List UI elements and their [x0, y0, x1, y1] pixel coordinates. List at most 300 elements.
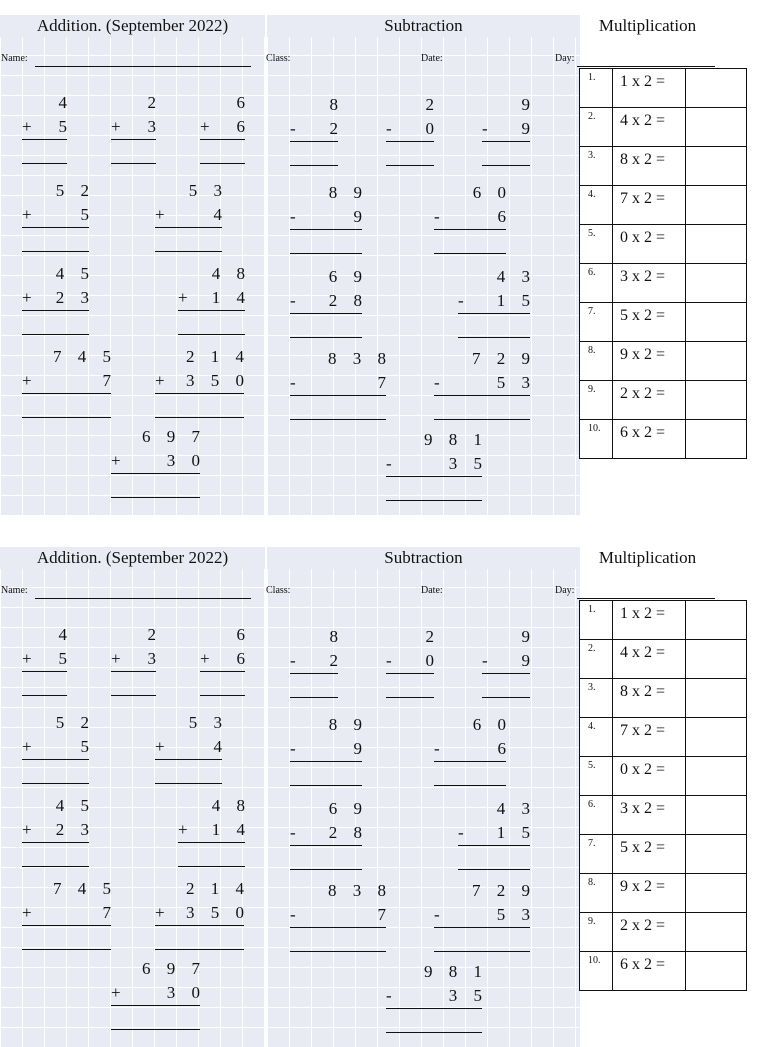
subtraction-operator: - [458, 823, 464, 842]
operation-line [22, 393, 111, 394]
addition-problem [200, 91, 251, 166]
operation-line [386, 1008, 482, 1009]
subtraction-operator: - [386, 986, 392, 1005]
answer-cell[interactable] [686, 601, 747, 640]
multiplication-row [580, 342, 747, 381]
answer-line[interactable] [386, 1032, 482, 1033]
question-number: 2. [580, 640, 613, 679]
answer-line[interactable] [386, 500, 482, 501]
addition-operator: + [22, 649, 32, 668]
addition-top-number: 4 8 [211, 796, 251, 815]
subtraction-top-number: 4 3 [496, 267, 536, 286]
answer-line[interactable] [111, 163, 156, 164]
addition-bottom-number: 4 [213, 205, 228, 224]
answer-line[interactable] [386, 165, 434, 166]
answer-line[interactable] [111, 497, 200, 498]
operation-line [386, 141, 434, 142]
subtraction-problem [434, 879, 536, 954]
operation-line [22, 759, 89, 760]
addition-bottom-number: 4 [213, 737, 228, 756]
subtraction-problem [386, 625, 440, 700]
addition-operator: + [111, 117, 121, 136]
subtraction-operator: - [290, 739, 296, 758]
addition-problem [155, 711, 228, 786]
question-number: 10. [580, 952, 613, 991]
addition-problem [155, 877, 250, 952]
multiplication-question: 8 x 2 = [613, 679, 686, 718]
addition-operator: + [200, 649, 210, 668]
subtraction-problem [482, 625, 536, 700]
subtraction-operator: - [290, 119, 296, 138]
addition-bottom-number: 3 [147, 117, 162, 136]
question-number: 10. [580, 420, 613, 459]
addition-operator: + [178, 820, 188, 839]
date-label: Date: [421, 585, 443, 596]
name-label: Name: [1, 585, 28, 596]
addition-operator: + [178, 288, 188, 307]
operation-line [290, 927, 386, 928]
multiplication-question: 4 x 2 = [613, 640, 686, 679]
subtraction-bottom-number: 9 [521, 119, 536, 138]
multiplication-question: 1 x 2 = [613, 69, 686, 108]
answer-line[interactable] [111, 695, 156, 696]
subtraction-bottom-number: 2 [329, 651, 344, 670]
answer-cell[interactable] [686, 264, 747, 303]
multiplication-question: 0 x 2 = [613, 225, 686, 264]
subtraction-top-number: 7 2 9 [472, 881, 536, 900]
addition-top-number: 5 3 [188, 713, 228, 732]
answer-line[interactable] [155, 949, 244, 950]
answer-line[interactable] [290, 697, 338, 698]
question-number: 2. [580, 108, 613, 147]
multiplication-row [580, 601, 747, 640]
answer-line[interactable] [155, 783, 222, 784]
addition-top-number: 5 3 [188, 181, 228, 200]
subtraction-top-number: 8 3 8 [328, 881, 392, 900]
addition-bottom-number: 6 [236, 649, 251, 668]
answer-line[interactable] [22, 783, 89, 784]
day-label: Day: [555, 53, 575, 64]
multiplication-row [580, 225, 747, 264]
answer-cell[interactable] [686, 108, 747, 147]
multiplication-row [580, 303, 747, 342]
addition-problem [111, 425, 206, 500]
subtraction-problem [434, 181, 512, 256]
addition-bottom-number: 3 [147, 649, 162, 668]
subtraction-operator: - [482, 651, 488, 670]
answer-line[interactable] [155, 417, 244, 418]
multiplication-question: 8 x 2 = [613, 147, 686, 186]
subtraction-problem [458, 797, 536, 872]
addition-top-number: 5 2 [55, 181, 95, 200]
operation-line [434, 927, 530, 928]
addition-top-number: 6 9 7 [142, 959, 206, 978]
addition-operator: + [22, 205, 32, 224]
answer-cell[interactable] [686, 835, 747, 874]
addition-bottom-number: 7 [102, 903, 117, 922]
operation-line [482, 673, 530, 674]
subtraction-top-number: 6 0 [472, 715, 512, 734]
addition-bottom-number: 3 0 [166, 983, 206, 1002]
subtraction-problem [434, 713, 512, 788]
subtraction-bottom-number: 1 5 [496, 291, 536, 310]
addition-bottom-number: 5 [58, 649, 73, 668]
subtraction-operator: - [434, 905, 440, 924]
subtraction-operator: - [482, 119, 488, 138]
answer-line[interactable] [290, 419, 386, 420]
answer-line[interactable] [22, 251, 89, 252]
subtraction-operator: - [290, 373, 296, 392]
subtraction-problem [290, 713, 368, 788]
answer-cell[interactable] [686, 342, 747, 381]
name-blank[interactable] [35, 598, 251, 599]
multiplication-row [580, 874, 747, 913]
addition-operator: + [155, 205, 165, 224]
answer-line[interactable] [290, 869, 362, 870]
addition-problem [22, 179, 95, 254]
subtraction-top-number: 8 [329, 627, 344, 646]
addition-problem [155, 179, 228, 254]
question-number: 6. [580, 264, 613, 303]
question-number: 8. [580, 342, 613, 381]
question-number: 1. [580, 69, 613, 108]
subtraction-bottom-number: 3 5 [448, 454, 488, 473]
answer-cell[interactable] [686, 952, 747, 991]
subtraction-operator: - [290, 207, 296, 226]
operation-line [290, 845, 362, 846]
multiplication-row [580, 718, 747, 757]
answer-cell[interactable] [686, 420, 747, 459]
answer-cell[interactable] [686, 186, 747, 225]
multiplication-row [580, 913, 747, 952]
operation-line [22, 925, 111, 926]
day-blank[interactable] [577, 598, 715, 599]
addition-problem [111, 623, 162, 698]
subtraction-top-number: 8 9 [328, 183, 368, 202]
answer-line[interactable] [386, 697, 434, 698]
subtraction-problem [290, 347, 392, 422]
worksheet-1 [0, 15, 768, 515]
day-blank[interactable] [577, 66, 715, 67]
operation-line [482, 141, 530, 142]
multiplication-question: 1 x 2 = [613, 601, 686, 640]
operation-line [155, 227, 222, 228]
question-number: 8. [580, 874, 613, 913]
answer-cell[interactable] [686, 381, 747, 420]
answer-line[interactable] [22, 334, 89, 335]
operation-line [178, 310, 245, 311]
addition-top-number: 7 4 5 [53, 347, 117, 366]
subtraction-problem [290, 181, 368, 256]
subtraction-operator: - [434, 207, 440, 226]
subtraction-bottom-number: 9 [353, 739, 368, 758]
multiplication-row [580, 108, 747, 147]
subtraction-bottom-number: 3 5 [448, 986, 488, 1005]
addition-problem [22, 262, 95, 337]
addition-problem [178, 262, 251, 337]
day-label: Day: [555, 585, 575, 596]
subtraction-top-number: 4 3 [496, 799, 536, 818]
operation-line [22, 671, 67, 672]
subtraction-top-number: 9 [521, 627, 536, 646]
answer-cell[interactable] [686, 640, 747, 679]
class-label: Class: [266, 585, 291, 596]
question-number: 7. [580, 303, 613, 342]
answer-cell[interactable] [686, 718, 747, 757]
multiplication-question: 6 x 2 = [613, 420, 686, 459]
answer-line[interactable] [22, 866, 89, 867]
addition-title: Addition. (September 2022) [0, 547, 265, 569]
operation-line [111, 473, 200, 474]
answer-line[interactable] [458, 869, 530, 870]
addition-problem [200, 623, 251, 698]
addition-operator: + [22, 903, 32, 922]
answer-line[interactable] [290, 951, 386, 952]
addition-operator: + [155, 737, 165, 756]
subtraction-problem [386, 428, 488, 503]
addition-bottom-number: 3 5 0 [186, 371, 250, 390]
multiplication-row [580, 757, 747, 796]
answer-line[interactable] [482, 697, 530, 698]
addition-top-number: 2 1 4 [186, 347, 250, 366]
addition-problem [22, 877, 117, 952]
question-number: 3. [580, 679, 613, 718]
answer-cell[interactable] [686, 225, 747, 264]
question-number: 4. [580, 186, 613, 225]
addition-bottom-number: 1 4 [211, 288, 251, 307]
multiplication-question: 0 x 2 = [613, 757, 686, 796]
addition-problem [22, 91, 73, 166]
operation-line [434, 395, 530, 396]
multiplication-row [580, 264, 747, 303]
addition-title: Addition. (September 2022) [0, 15, 265, 37]
answer-cell[interactable] [686, 796, 747, 835]
addition-problem [178, 794, 251, 869]
question-number: 7. [580, 835, 613, 874]
subtraction-operator: - [458, 291, 464, 310]
answer-line[interactable] [22, 417, 111, 418]
multiplication-row [580, 186, 747, 225]
subtraction-operator: - [290, 823, 296, 842]
question-number: 5. [580, 225, 613, 264]
multiplication-question: 7 x 2 = [613, 718, 686, 757]
operation-line [178, 842, 245, 843]
answer-cell[interactable] [686, 303, 747, 342]
answer-line[interactable] [434, 253, 506, 254]
subtraction-problem [290, 797, 368, 872]
operation-line [290, 141, 338, 142]
addition-operator: + [22, 737, 32, 756]
operation-line [111, 671, 156, 672]
answer-cell[interactable] [686, 679, 747, 718]
subtraction-operator: - [290, 291, 296, 310]
operation-line [458, 845, 530, 846]
subtraction-title: Subtraction [267, 15, 580, 37]
addition-operator: + [111, 649, 121, 668]
answer-line[interactable] [290, 337, 362, 338]
addition-operator: + [22, 288, 32, 307]
subtraction-top-number: 2 [425, 627, 440, 646]
answer-line[interactable] [434, 419, 530, 420]
answer-line[interactable] [290, 253, 362, 254]
operation-line [22, 842, 89, 843]
multiplication-question: 3 x 2 = [613, 796, 686, 835]
subtraction-problem [458, 265, 536, 340]
subtraction-operator: - [386, 119, 392, 138]
question-number: 6. [580, 796, 613, 835]
answer-cell[interactable] [686, 147, 747, 186]
addition-operator: + [200, 117, 210, 136]
subtraction-bottom-number: 0 [425, 651, 440, 670]
answer-cell[interactable] [686, 913, 747, 952]
answer-line[interactable] [155, 251, 222, 252]
answer-line[interactable] [290, 165, 338, 166]
answer-line[interactable] [458, 337, 530, 338]
addition-operator: + [155, 903, 165, 922]
addition-top-number: 4 5 [55, 796, 95, 815]
name-label: Name: [1, 53, 28, 64]
date-label: Date: [421, 53, 443, 64]
addition-top-number: 2 1 4 [186, 879, 250, 898]
operation-line [290, 313, 362, 314]
addition-bottom-number: 2 3 [55, 288, 95, 307]
multiplication-title: Multiplication [598, 548, 697, 567]
subtraction-problem [482, 93, 536, 168]
addition-top-number: 2 [147, 625, 162, 644]
class-label: Class: [266, 53, 291, 64]
multiplication-row [580, 679, 747, 718]
answer-line[interactable] [111, 1029, 200, 1030]
operation-line [386, 476, 482, 477]
subtraction-top-number: 8 9 [328, 715, 368, 734]
answer-cell[interactable] [686, 69, 747, 108]
addition-problem [22, 623, 73, 698]
multiplication-row [580, 640, 747, 679]
addition-bottom-number: 5 [80, 737, 95, 756]
multiplication-row [580, 796, 747, 835]
answer-line[interactable] [22, 949, 111, 950]
multiplication-question: 2 x 2 = [613, 381, 686, 420]
question-number: 5. [580, 757, 613, 796]
answer-line[interactable] [290, 785, 362, 786]
answer-line[interactable] [22, 695, 67, 696]
multiplication-question: 9 x 2 = [613, 342, 686, 381]
operation-line [290, 761, 362, 762]
subtraction-top-number: 8 [329, 95, 344, 114]
answer-line[interactable] [178, 866, 245, 867]
addition-bottom-number: 2 3 [55, 820, 95, 839]
answer-line[interactable] [200, 163, 245, 164]
subtraction-bottom-number: 2 [329, 119, 344, 138]
multiplication-question: 5 x 2 = [613, 303, 686, 342]
subtraction-bottom-number: 6 [497, 207, 512, 226]
multiplication-question: 4 x 2 = [613, 108, 686, 147]
addition-operator: + [111, 983, 121, 1002]
multiplication-table [579, 600, 747, 991]
name-blank[interactable] [35, 66, 251, 67]
subtraction-bottom-number: 5 3 [496, 905, 536, 924]
question-number: 4. [580, 718, 613, 757]
operation-line [111, 1005, 200, 1006]
multiplication-table [579, 68, 747, 459]
subtraction-title: Subtraction [267, 547, 580, 569]
question-number: 1. [580, 601, 613, 640]
multiplication-title: Multiplication [598, 16, 697, 35]
question-number: 9. [580, 381, 613, 420]
subtraction-problem [290, 879, 392, 954]
subtraction-top-number: 6 9 [328, 799, 368, 818]
multiplication-row [580, 69, 747, 108]
addition-bottom-number: 5 [58, 117, 73, 136]
answer-line[interactable] [178, 334, 245, 335]
answer-line[interactable] [22, 163, 67, 164]
operation-line [22, 139, 67, 140]
addition-bottom-number: 6 [236, 117, 251, 136]
addition-operator: + [155, 371, 165, 390]
addition-operator: + [111, 451, 121, 470]
subtraction-operator: - [386, 651, 392, 670]
multiplication-question: 2 x 2 = [613, 913, 686, 952]
addition-operator: + [22, 371, 32, 390]
operation-line [22, 227, 89, 228]
multiplication-row [580, 147, 747, 186]
answer-line[interactable] [434, 785, 506, 786]
operation-line [434, 761, 506, 762]
addition-bottom-number: 3 0 [166, 451, 206, 470]
operation-line [290, 673, 338, 674]
addition-top-number: 6 9 7 [142, 427, 206, 446]
operation-line [458, 313, 530, 314]
subtraction-bottom-number: 0 [425, 119, 440, 138]
addition-problem [22, 794, 95, 869]
subtraction-bottom-number: 6 [497, 739, 512, 758]
multiplication-question: 3 x 2 = [613, 264, 686, 303]
answer-line[interactable] [434, 951, 530, 952]
multiplication-question: 9 x 2 = [613, 874, 686, 913]
answer-line[interactable] [200, 695, 245, 696]
answer-cell[interactable] [686, 757, 747, 796]
subtraction-operator: - [386, 454, 392, 473]
answer-line[interactable] [482, 165, 530, 166]
subtraction-bottom-number: 7 [377, 905, 392, 924]
operation-line [200, 671, 245, 672]
addition-top-number: 6 [236, 625, 251, 644]
operation-line [155, 393, 244, 394]
operation-line [22, 310, 89, 311]
addition-problem [155, 345, 250, 420]
addition-top-number: 4 8 [211, 264, 251, 283]
addition-problem [111, 91, 162, 166]
addition-top-number: 7 4 5 [53, 879, 117, 898]
operation-line [386, 673, 434, 674]
operation-line [290, 229, 362, 230]
operation-line [111, 139, 156, 140]
subtraction-top-number: 9 [521, 95, 536, 114]
subtraction-operator: - [290, 905, 296, 924]
addition-operator: + [22, 820, 32, 839]
multiplication-question: 5 x 2 = [613, 835, 686, 874]
multiplication-row [580, 952, 747, 991]
multiplication-row [580, 381, 747, 420]
answer-cell[interactable] [686, 874, 747, 913]
addition-bottom-number: 5 [80, 205, 95, 224]
addition-top-number: 2 [147, 93, 162, 112]
addition-operator: + [22, 117, 32, 136]
subtraction-problem [290, 625, 344, 700]
subtraction-bottom-number: 2 8 [328, 823, 368, 842]
subtraction-bottom-number: 2 8 [328, 291, 368, 310]
operation-line [155, 759, 222, 760]
